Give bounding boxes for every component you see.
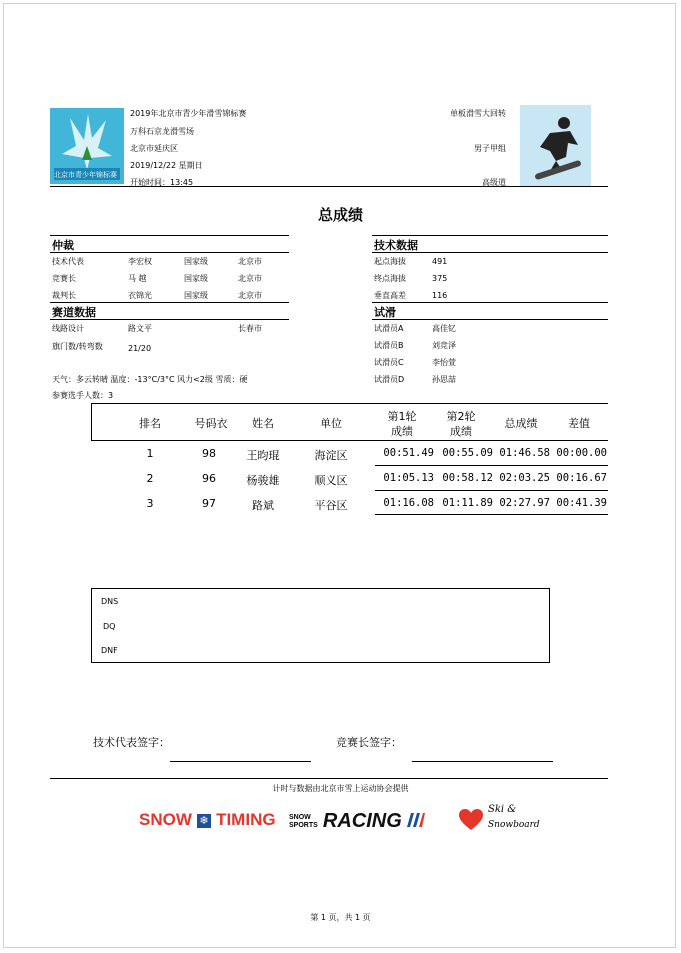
course-grade: 高级道 xyxy=(482,178,506,187)
jury-level: 国家级 xyxy=(184,274,208,283)
forerunner-name: 高佳钇 xyxy=(432,324,456,333)
row-rule xyxy=(375,490,608,491)
row-athlete: 王昀琨 xyxy=(246,449,280,462)
snow-timing-logo xyxy=(139,810,276,830)
jury-role: 竞赛长 xyxy=(52,274,76,283)
results-left-rule xyxy=(91,403,92,441)
ski-snowboard-logo xyxy=(458,804,540,838)
row-diff: 00:16.67 xyxy=(556,472,607,484)
row-unit: 平谷区 xyxy=(314,499,348,512)
row-run2: 00:55.09 xyxy=(442,447,493,459)
venue-location: 北京市延庆区 xyxy=(130,144,178,153)
status-dnf: DNF xyxy=(101,646,118,655)
header-unit: 单位 xyxy=(320,417,342,430)
course-label: 旗门数/转弯数 xyxy=(52,342,103,351)
header-run2-line2: 成绩 xyxy=(450,425,472,438)
row-run2: 01:11.89 xyxy=(442,497,493,509)
tech-delegate-signature-label: 技术代表签字： xyxy=(93,736,170,749)
course-title: 赛道数据 xyxy=(52,306,96,319)
row-rule xyxy=(375,514,608,515)
jury-title-rule xyxy=(50,252,289,253)
status-dq: DQ xyxy=(103,622,116,631)
snow-sports-racing-logo xyxy=(289,810,425,833)
header-name: 姓名 xyxy=(252,417,274,430)
results-top-rule xyxy=(91,403,608,404)
row-rank: 2 xyxy=(146,472,154,485)
row-bib: 98 xyxy=(202,447,216,460)
course-extra: 长春市 xyxy=(238,324,262,333)
forerunner-name: 刘竞泽 xyxy=(432,341,456,350)
forerunner-label: 试滑员B xyxy=(374,341,404,350)
snowflake-icon: ❄ xyxy=(197,814,211,828)
logo-caption: 北京市青少年锦标赛 xyxy=(54,171,117,179)
header-run2-line1: 第2轮 xyxy=(446,410,476,423)
status-box xyxy=(91,588,550,663)
footer-rule xyxy=(50,778,608,779)
tech-label: 垂直高差 xyxy=(374,291,406,300)
tech-label: 起点海拔 xyxy=(374,257,406,266)
forerunner-title: 试滑 xyxy=(374,306,396,319)
data-provider: 计时与数据由北京市雪上运动协会提供 xyxy=(272,784,409,793)
forerunner-label: 试滑员D xyxy=(374,375,405,384)
header-total: 总成绩 xyxy=(504,417,538,430)
row-bib: 97 xyxy=(202,497,216,510)
race-director-signature-line[interactable] xyxy=(412,761,553,762)
row-athlete: 杨骏雄 xyxy=(246,474,280,487)
jury-level: 国家级 xyxy=(184,257,208,266)
participant-count: 参赛选手人数：3 xyxy=(52,391,114,400)
snow-timing-word-a: SNOW xyxy=(139,810,192,829)
row-bib: 96 xyxy=(202,472,216,485)
forerunner-name: 孙思喆 xyxy=(432,375,456,384)
jury-level: 国家级 xyxy=(184,291,208,300)
row-diff: 00:00.00 xyxy=(556,447,607,459)
tech-label: 终点海拔 xyxy=(374,274,406,283)
jury-role: 技术代表 xyxy=(52,257,84,266)
page-number: 第 1 页，共 1 页 xyxy=(310,913,371,922)
row-total: 02:27.97 xyxy=(499,497,550,509)
race-director-signature-label: 竞赛长签字： xyxy=(336,736,402,749)
header-run1-line1: 第1轮 xyxy=(387,410,417,423)
category: 男子甲组 xyxy=(474,144,506,153)
row-total: 01:46.58 xyxy=(499,447,550,459)
ski-text: Ski & xyxy=(488,804,517,815)
event-name: 2019年北京市青少年滑雪锦标赛 xyxy=(130,109,247,118)
row-rank: 1 xyxy=(146,447,154,460)
jury-top-rule xyxy=(50,235,289,236)
weather-info: 天气：多云转晴 温度：-13°C/3°C 风力<2级 雪质：硬 xyxy=(52,375,248,384)
start-time: 开始时间：13:45 xyxy=(130,178,194,187)
row-total: 02:03.25 xyxy=(499,472,550,484)
jury-title: 仲裁 xyxy=(52,239,74,252)
jury-city: 北京市 xyxy=(238,291,262,300)
header-bib: 号码衣 xyxy=(194,417,228,430)
tech-delegate-signature-line[interactable] xyxy=(170,761,311,762)
course-top-rule xyxy=(50,302,289,303)
row-rule xyxy=(375,465,608,466)
tech-top-rule xyxy=(372,235,608,236)
championship-logo xyxy=(50,108,124,184)
racing-word: RACING xyxy=(322,810,402,832)
jury-role: 裁判长 xyxy=(52,291,76,300)
header-diff: 差值 xyxy=(568,417,590,430)
snow-timing-word-b: TIMING xyxy=(216,810,276,829)
row-run1: 00:51.49 xyxy=(383,447,434,459)
snowboarder-icon xyxy=(520,105,591,186)
jury-name: 马 越 xyxy=(128,274,147,283)
row-unit: 顺义区 xyxy=(314,474,348,487)
heart-icon xyxy=(458,808,484,832)
racing-small-line-a: SNOW xyxy=(289,813,311,821)
event-date: 2019/12/22 星期日 xyxy=(130,161,203,170)
forerunner-title-rule xyxy=(372,319,608,320)
tech-title-rule xyxy=(372,252,608,253)
forerunner-top-rule xyxy=(372,302,608,303)
row-run2: 00:58.12 xyxy=(442,472,493,484)
header-rank: 排名 xyxy=(139,417,161,430)
page-title: 总成绩 xyxy=(317,206,363,224)
tech-value: 491 xyxy=(432,257,448,266)
discipline: 单板滑雪大回转 xyxy=(450,109,506,118)
racing-small-line-b: SPORTS xyxy=(289,821,318,829)
row-athlete: 路斌 xyxy=(252,499,274,512)
row-unit: 海淀区 xyxy=(314,449,348,462)
course-value: 路文平 xyxy=(128,324,152,333)
header-rule xyxy=(50,186,608,187)
course-value: 21/20 xyxy=(128,344,152,353)
venue-name: 万科石京龙滑雪场 xyxy=(130,127,194,136)
header-run1-line2: 成绩 xyxy=(391,425,413,438)
forerunner-name: 李怡萱 xyxy=(432,358,456,367)
row-diff: 00:41.39 xyxy=(556,497,607,509)
jury-name: 衣锦光 xyxy=(128,291,152,300)
forerunner-label: 试滑员C xyxy=(374,358,404,367)
jury-city: 北京市 xyxy=(238,257,262,266)
course-title-rule xyxy=(50,319,289,320)
results-header-rule xyxy=(91,440,608,441)
racing-stripes-icon xyxy=(407,812,425,831)
jury-name: 李宏权 xyxy=(128,257,152,266)
tech-title: 技术数据 xyxy=(374,239,418,252)
snowboard-text: Snowboard xyxy=(488,820,540,830)
course-label: 线路设计 xyxy=(52,324,84,333)
jury-city: 北京市 xyxy=(238,274,262,283)
tech-value: 375 xyxy=(432,274,448,283)
tech-value: 116 xyxy=(432,291,448,300)
row-run1: 01:16.08 xyxy=(383,497,434,509)
row-run1: 01:05.13 xyxy=(383,472,434,484)
forerunner-label: 试滑员A xyxy=(374,324,404,333)
status-dns: DNS xyxy=(101,597,119,606)
row-rank: 3 xyxy=(146,497,154,510)
snowboarder-image xyxy=(520,105,591,186)
